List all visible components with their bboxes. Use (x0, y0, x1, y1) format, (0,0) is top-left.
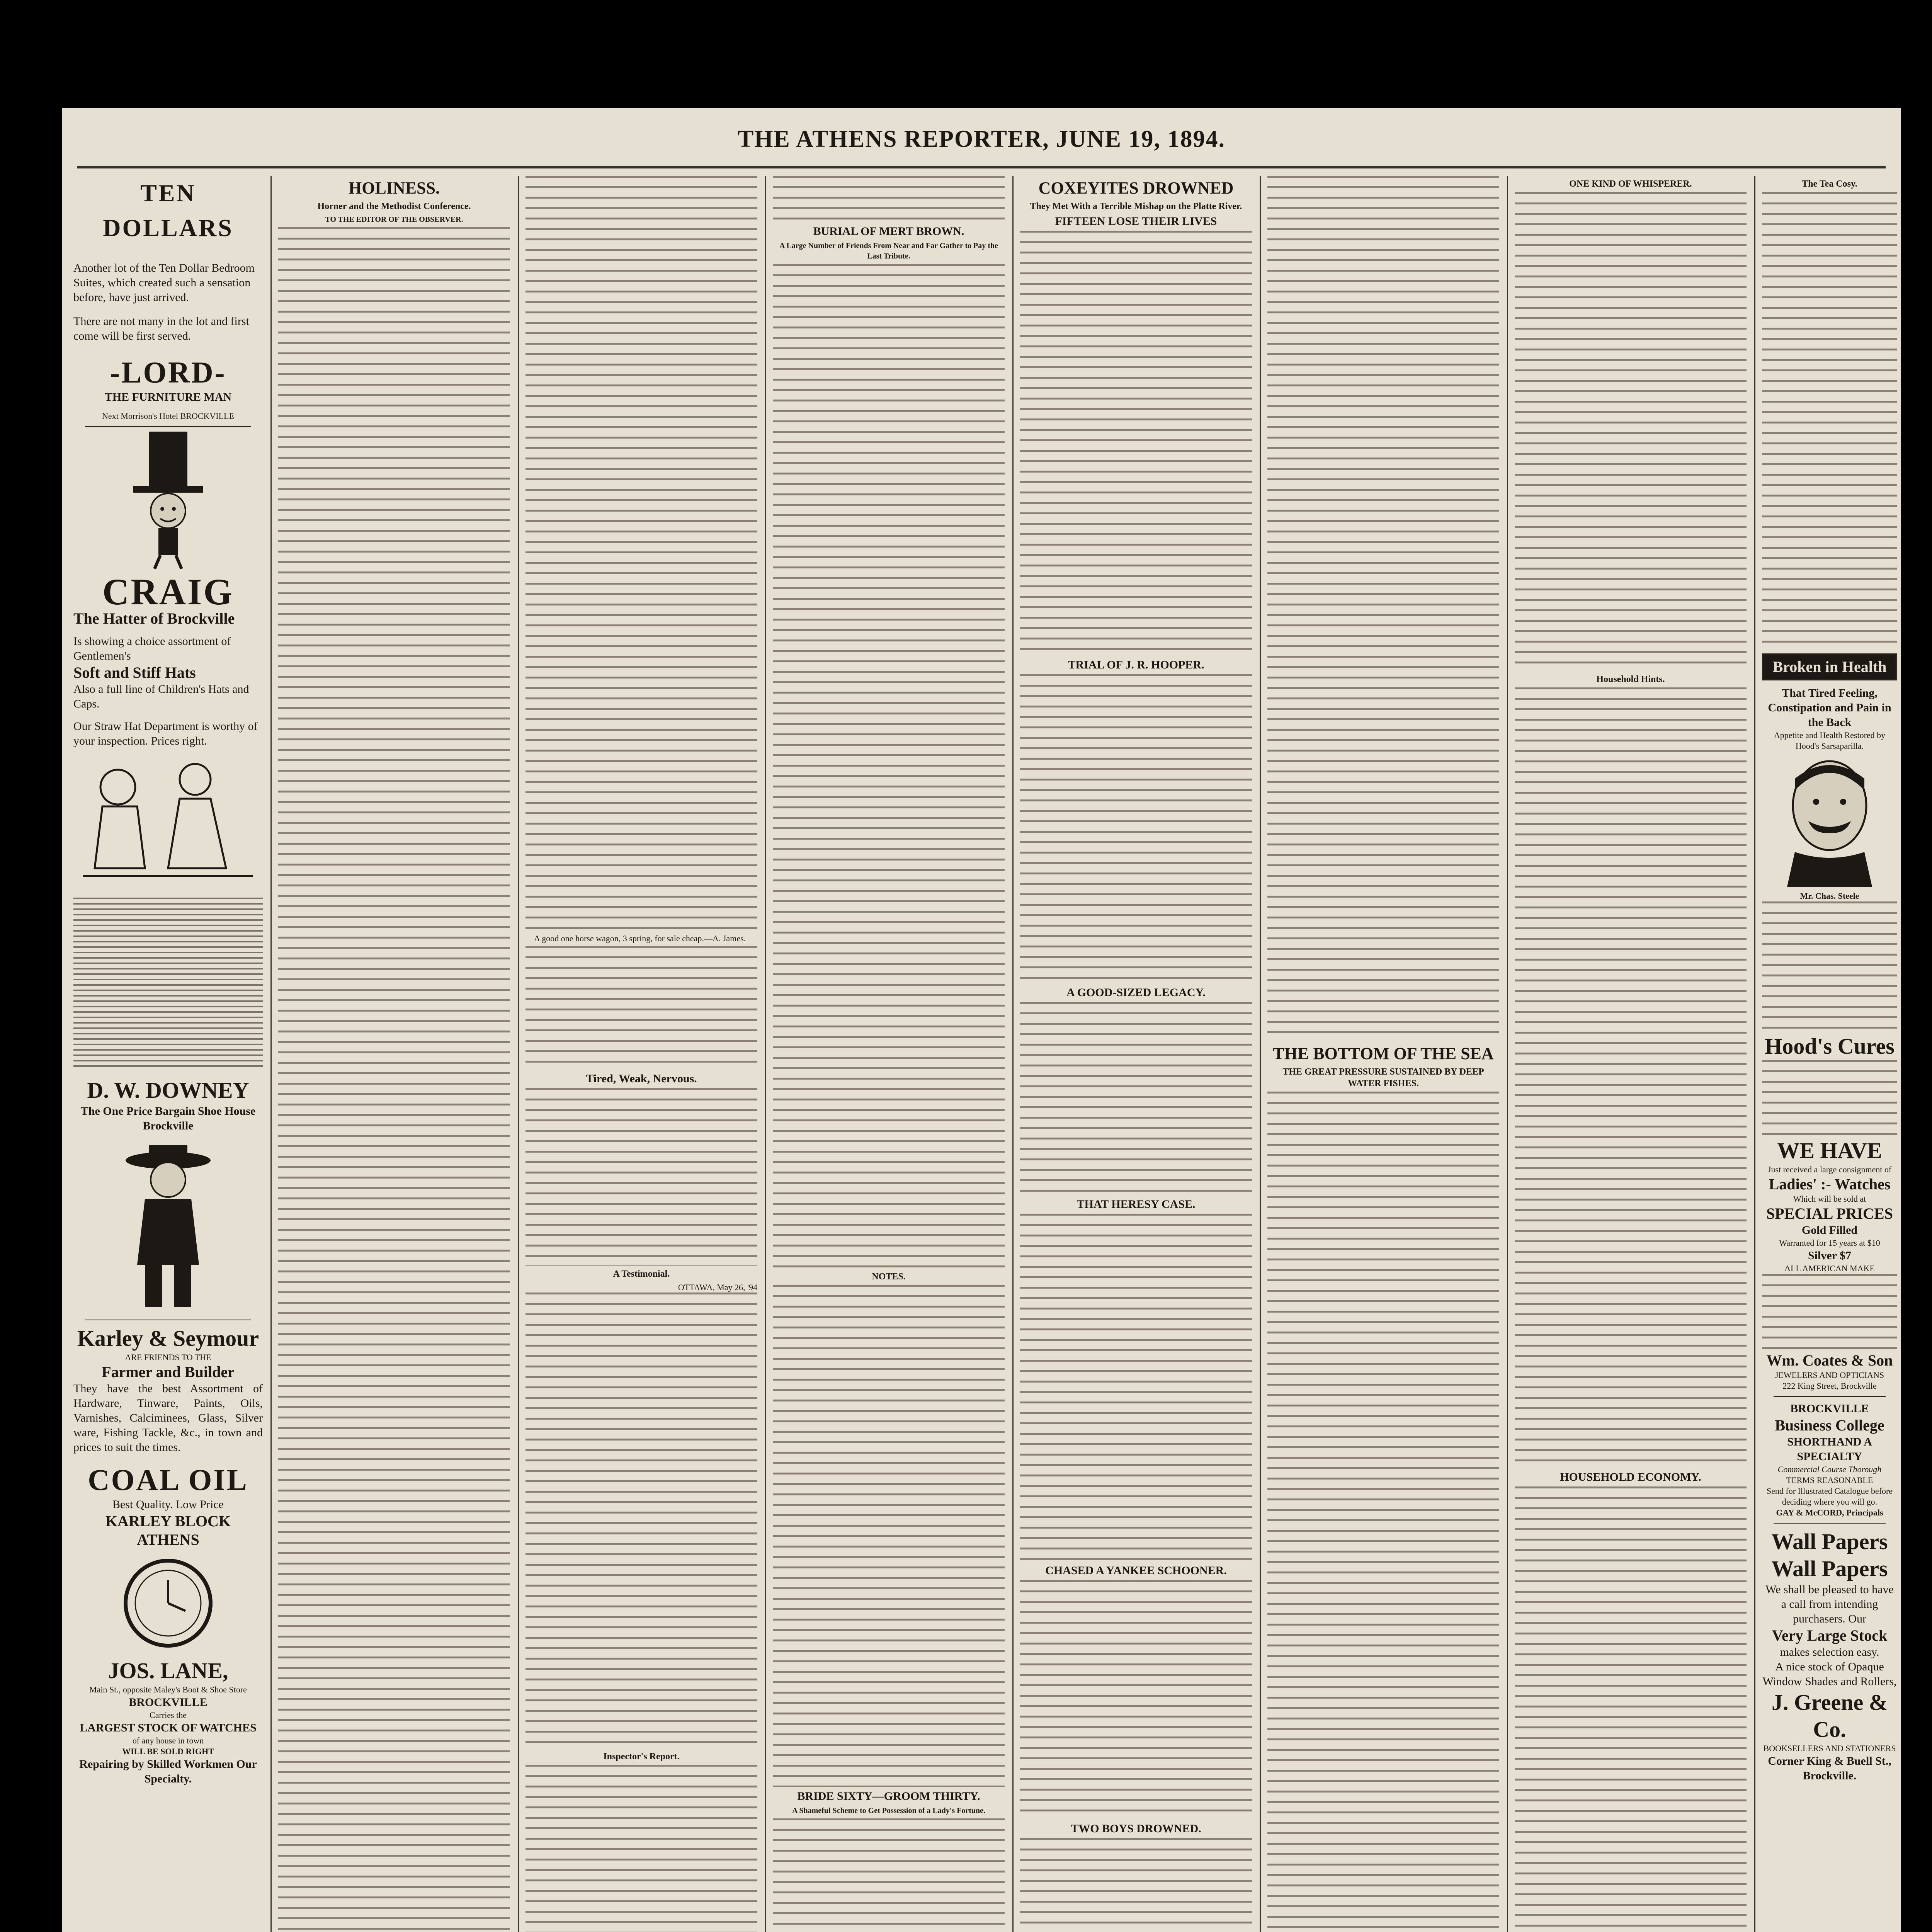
ad-special-sub: Which will be sold at (1793, 1194, 1866, 1204)
ad-lane-city: BROCKVILLE (129, 1696, 207, 1709)
ad-business-college (1762, 1401, 1897, 1518)
section-heading: Household Hints. (1596, 674, 1665, 684)
ad-lane-carries: Carries the (150, 1710, 187, 1720)
ad-ladies-watches: Ladies' :- Watches (1769, 1175, 1891, 1193)
article-body-text (1762, 901, 1897, 1033)
article-body-text (526, 1088, 757, 1266)
article-body-text (773, 1285, 1005, 1787)
ad-body: Also a full line of Children's Hats and Caps. (73, 683, 249, 710)
ad-college-body: Send for Illustrated Catalogue before deciding where you will go. (1766, 1486, 1893, 1507)
ad-we-have-sub: Just received a large consignment of (1767, 1165, 1892, 1174)
ad-gold-sub: Warranted for 15 years at $10 (1779, 1238, 1880, 1248)
section-heading: A GOOD-SIZED LEGACY. (1066, 986, 1206, 999)
column-divider (518, 176, 519, 1932)
section-heading: TWO BOYS DROWNED. (1071, 1822, 1201, 1835)
ad-divider (1774, 1396, 1886, 1397)
article-body-text (1762, 192, 1897, 648)
article-body-text (278, 227, 510, 1932)
article-body-text (526, 1293, 757, 1748)
ad-coates: Wm. Coates & Son (1766, 1352, 1893, 1369)
ad-craig-sub: The Hatter of Brockville (73, 610, 235, 627)
article-body-text (1020, 1838, 1252, 1932)
article-body-text (1020, 1580, 1252, 1820)
column-divider (1507, 176, 1508, 1932)
ad-college-city: BROCKVILLE (1790, 1402, 1869, 1415)
portrait-caption: Mr. Chas. Steele (1800, 891, 1859, 901)
article-holiness (278, 176, 510, 1932)
article-body-text (1267, 1092, 1499, 1932)
ads-column-left (73, 176, 263, 1932)
ad-downey (73, 1077, 263, 1315)
ad-body: Our Straw Hat Department is worthy of your inspection. Prices right. (73, 720, 258, 747)
article-column-4 (773, 176, 1005, 1932)
ad-wall-body: We shall be pleased to have a call from intending purchasers. Our (1765, 1583, 1894, 1625)
article-body-text (1267, 176, 1499, 1041)
article-to: TO THE EDITOR OF THE OBSERVER. (325, 215, 463, 224)
ad-silver-price: $7 (1839, 1249, 1851, 1262)
ad-we-have: WE HAVE (1777, 1138, 1882, 1163)
ad-lane-right: WILL BE SOLD RIGHT (122, 1747, 214, 1756)
ad-hoods (1762, 686, 1897, 1137)
ad-lane-address: Main St., opposite Maley's Boot & Shoe Store (89, 1685, 247, 1694)
ad-downey-sub: The One Price Bargain Shoe House (80, 1105, 256, 1117)
section-heading: The Tea Cosy. (1802, 179, 1857, 189)
masthead: THE ATHENS REPORTER, JUNE 19, 1894. (737, 126, 1226, 152)
ad-wall-body: A nice stock of Opaque Window Shades and Rollers, (1762, 1660, 1897, 1688)
ad-college-terms: TERMS REASONABLE (1786, 1475, 1873, 1485)
section-heading: A Testimonial. (613, 1269, 670, 1279)
ad-downey-name: D. W. DOWNEY (87, 1078, 249, 1103)
ad-jos-lane (73, 1553, 263, 1786)
ad-lane-town: of any house in town (132, 1736, 204, 1745)
section-heading: HOUSEHOLD ECONOMY. (1560, 1471, 1701, 1483)
article-column-7 (1515, 176, 1747, 1932)
ad-college-principals: GAY & McCORD, Principals (1776, 1508, 1883, 1517)
section-heading: CHASED A YANKEE SCHOONER. (1045, 1564, 1227, 1577)
article-title: THE BOTTOM OF THE SEA (1273, 1044, 1494, 1063)
article-body-text (1515, 1486, 1747, 1932)
article-body-text (1515, 687, 1747, 1468)
article-body-text (1020, 1002, 1252, 1195)
section-heading: TRIAL OF J. R. HOOPER. (1068, 658, 1204, 671)
column-divider (270, 176, 272, 1932)
ad-downey-city: Brockville (143, 1119, 194, 1132)
article-title: COXEYITES DROWNED (1038, 179, 1234, 197)
section-heading: Inspector's Report. (603, 1752, 680, 1762)
article-column-5 (1020, 176, 1252, 1932)
ad-watches (1762, 1137, 1897, 1391)
ad-american: ALL AMERICAN MAKE (1784, 1264, 1875, 1273)
column-divider (765, 176, 766, 1932)
ad-headline: TEN DOLLARS (103, 179, 233, 242)
ad-lord-sub: THE FURNITURE MAN (104, 391, 232, 403)
ad-coal-oil: COAL OIL (88, 1463, 248, 1497)
portrait-illustration (1772, 755, 1888, 887)
watch-illustration (118, 1553, 218, 1653)
ad-karley-name: Karley & Seymour (77, 1326, 259, 1351)
article-subtitle: THE GREAT PRESSURE SUSTAINED BY DEEP WATER FISHES. (1282, 1067, 1484, 1088)
ad-karley-seymour (73, 1325, 263, 1549)
ad-divider (85, 426, 251, 427)
article-body-text (526, 176, 757, 933)
ad-lane-repair: Repairing by Skilled Workmen Our Specialty. (79, 1758, 257, 1785)
article-body-text (526, 1765, 757, 1932)
ad-ten-dollars (73, 176, 263, 422)
ad-craig-name: CRAIG (102, 571, 234, 612)
ad-karley-block: KARLEY BLOCK (105, 1512, 231, 1530)
ad-hoods-title: Broken in Health (1772, 658, 1887, 675)
hatter-illustration (122, 432, 214, 571)
ad-wall-body: makes selection easy. (1780, 1646, 1879, 1658)
section-heading: NOTES. (872, 1272, 906, 1282)
farmer-illustration (110, 1137, 226, 1315)
ad-coal-sub: Best Quality. Low Price (112, 1498, 224, 1511)
ad-karley-farmer: Farmer and Builder (102, 1363, 235, 1381)
ad-special-prices: SPECIAL PRICES (1766, 1205, 1893, 1222)
ad-wall-title: Wall Papers (1771, 1556, 1888, 1581)
newspaper-page (62, 108, 1901, 1932)
ad-college-sub: SHORTHAND A SPECIALTY (1787, 1435, 1872, 1463)
masthead-rule (77, 166, 1886, 168)
ad-price-list (73, 895, 263, 1073)
ad-greene: J. Greene & Co. (1771, 1690, 1888, 1742)
ad-coates-sub: JEWELERS AND OPTICIANS (1775, 1370, 1884, 1380)
ad-divider (1774, 1523, 1886, 1524)
ad-college-name: Business College (1775, 1417, 1884, 1434)
article-title: ONE KIND OF WHISPERER. (1569, 179, 1692, 189)
classified-ad: A good one horse wagon, 3 spring, for sale cheap.—A. James. (534, 934, 746, 943)
ad-college-sub2: Commercial Course Thorough (1777, 1464, 1882, 1474)
ad-gold: Gold Filled (1801, 1224, 1858, 1236)
article-body-text (773, 176, 1005, 222)
article-column-6 (1267, 176, 1499, 1932)
article-body-text (773, 1818, 1005, 1932)
ad-lane-stock: LARGEST STOCK OF WATCHES (80, 1721, 257, 1734)
article-subtitle: They Met With a Terrible Mishap on the Platte River. (1030, 201, 1242, 211)
shoe-illustration (79, 752, 257, 891)
letter-date: OTTAWA, May 26, '94 (678, 1282, 757, 1292)
ad-silver-label: Silver (1808, 1249, 1837, 1262)
ad-lane-name: JOS. LANE, (108, 1658, 228, 1683)
ad-coates-address: 222 King Street, Brockville (1782, 1381, 1877, 1391)
section-heading: Tired, Weak, Nervous. (586, 1072, 697, 1085)
ad-wall-title: Wall Papers (1771, 1529, 1888, 1554)
article-body-text (1020, 1214, 1252, 1561)
ad-karley-sub: ARE FRIENDS TO THE (125, 1352, 211, 1362)
article-title: BRIDE SIXTY—GROOM THIRTY. (797, 1790, 980, 1803)
ad-body: They have the best Assortment of Hardware, Tinware, Paints, Oils, Varnishes, Calciminees, Glass, Silver ware, Fishing Tackle, &c., in town and prices to suit the times. (73, 1382, 263, 1454)
ad-body: Another lot of the Ten Dollar Bedroom Suites, which created such a sensation before, have just arrived. (73, 262, 255, 304)
ad-lord-address: Next Morrison's Hotel BROCKVILLE (102, 411, 234, 421)
article-body-text (1762, 1274, 1897, 1351)
ad-lord: -LORD- (110, 355, 226, 389)
ad-craig-hats: Soft and Stiff Hats (73, 664, 196, 681)
article-body-text (1515, 192, 1747, 671)
ad-body: There are not many in the lot and first come will be first served. (73, 315, 249, 342)
article-title: HOLINESS. (349, 179, 440, 197)
article-body-text (1762, 1060, 1897, 1137)
column-divider (1260, 176, 1261, 1932)
article-body-text (526, 946, 757, 1070)
section-heading: THAT HERESY CASE. (1077, 1198, 1196, 1211)
article-body-text (1020, 231, 1252, 656)
column-divider (1012, 176, 1014, 1932)
article-subtitle: A Large Number of Friends From Near and Far Gather to Pay the Last Tribute. (779, 242, 998, 260)
ad-greene-sub: BOOKSELLERS AND STATIONERS (1763, 1743, 1896, 1753)
ad-hoods-sub2: Appetite and Health Restored by Hood's Sarsaparilla. (1774, 730, 1886, 751)
article-subtitle: FIFTEEN LOSE THEIR LIVES (1055, 215, 1217, 228)
ad-greene-address: Corner King & Buell St., Brockville. (1768, 1755, 1891, 1782)
ad-athens: ATHENS (137, 1531, 199, 1548)
article-title: BURIAL OF MERT BROWN. (813, 225, 964, 238)
ad-wall-papers (1762, 1528, 1897, 1783)
ad-hoods-cures: Hood's Cures (1765, 1034, 1895, 1059)
ad-craig (73, 432, 263, 748)
ads-column-right (1762, 176, 1897, 1932)
article-body-text (1020, 674, 1252, 983)
ad-hoods-sub: That Tired Feeling, Constipation and Pain in the Back (1768, 687, 1891, 729)
article-column-3 (526, 176, 757, 1932)
ad-body: Is showing a choice assortment of Gentlemen's (73, 635, 231, 662)
ad-silver (1762, 1248, 1897, 1263)
column-divider (1754, 176, 1755, 1932)
article-subtitle: Horner and the Methodist Conference. (317, 201, 471, 211)
article-subtitle: A Shameful Scheme to Get Possession of a Lady's Fortune. (792, 1806, 985, 1815)
article-body-text (773, 264, 1005, 1269)
ad-hoods-banner (1762, 653, 1897, 680)
ad-wall-stock: Very Large Stock (1772, 1627, 1888, 1644)
